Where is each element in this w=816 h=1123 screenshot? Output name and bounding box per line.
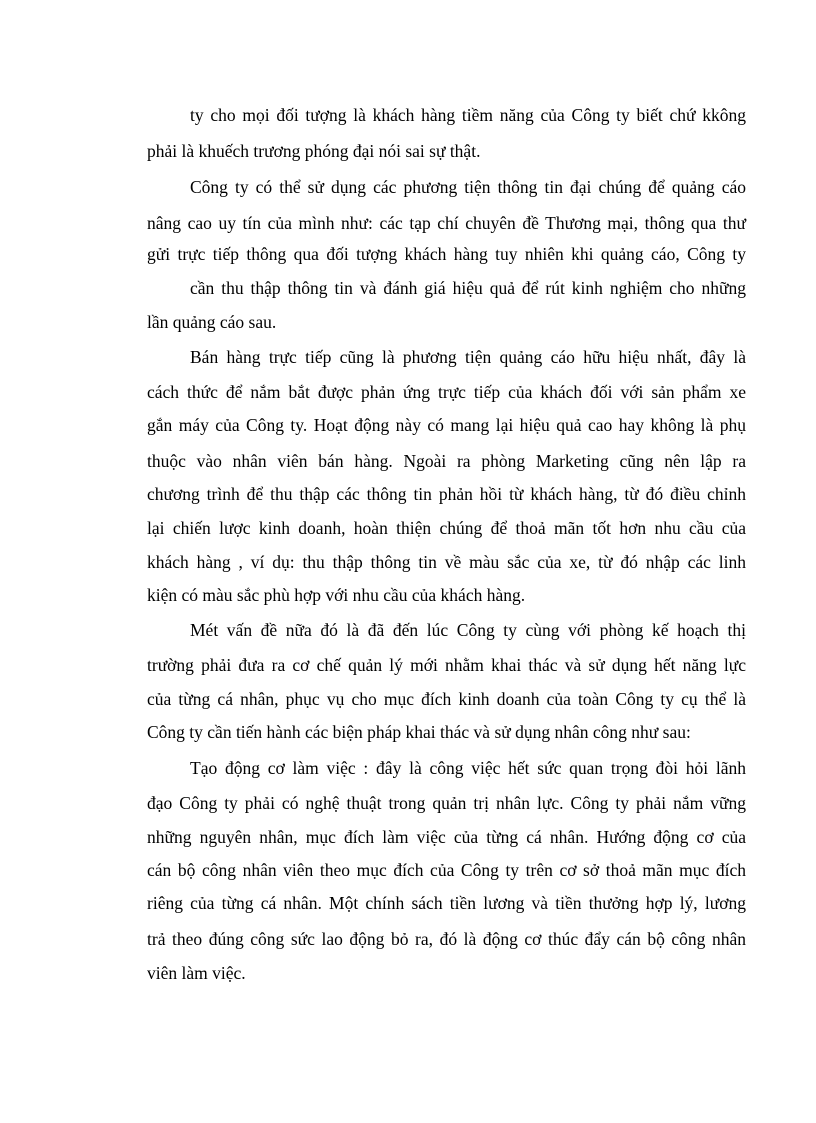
text-line: gắn máy của Công ty. Hoạt động này có mang lại hiệu quả cao hay không là phụ bbox=[147, 415, 746, 435]
text-line: chương trình để thu thập các thông tin phản hồi từ khách hàng, từ đó điều chỉnh bbox=[147, 484, 746, 504]
text-line: cán bộ công nhân viên theo mục đích của Công ty trên cơ sở thoả mãn mục đích bbox=[147, 860, 746, 880]
text-line: phải là khuếch trương phóng đại nói sai sự thật. bbox=[147, 141, 481, 161]
text-line: cần thu thập thông tin và đánh giá hiệu quả để rút kinh nghiệm cho những bbox=[190, 278, 746, 298]
text-line: khách hàng , ví dụ: thu thập thông tin về màu sắc của xe, từ đó nhập các linh bbox=[147, 552, 746, 572]
text-line: Công ty cần tiến hành các biện pháp khai thác và sử dụng nhân công như sau: bbox=[147, 722, 691, 742]
text-line: trường phải đưa ra cơ chế quản lý mới nhằm khai thác và sử dụng hết năng lực bbox=[147, 655, 746, 675]
text-line: riêng của từng cá nhân. Một chính sách tiền lương và tiền thưởng hợp lý, lương bbox=[147, 893, 746, 913]
text-line: gửi trực tiếp thông qua đối tượng khách hàng tuy nhiên khi quảng cáo, Công ty bbox=[147, 244, 746, 264]
text-line: ty cho mọi đối tượng là khách hàng tiềm năng của Công ty biết chứ kkông bbox=[190, 105, 746, 125]
text-line: Bán hàng trực tiếp cũng là phương tiện quảng cáo hữu hiệu nhất, đây là bbox=[190, 347, 746, 367]
text-line: trả theo đúng công sức lao động bỏ ra, đó là động cơ thúc đẩy cán bộ công nhân bbox=[147, 929, 746, 949]
text-line: lại chiến lược kinh doanh, hoàn thiện chúng để thoả mãn tốt hơn nhu cầu của bbox=[147, 518, 746, 538]
text-line: thuộc vào nhân viên bán hàng. Ngoài ra phòng Marketing cũng nên lập ra bbox=[147, 451, 746, 471]
text-line: lần quảng cáo sau. bbox=[147, 312, 277, 332]
text-line: cách thức để nắm bắt được phản ứng trực tiếp của khách đối với sản phẩm xe bbox=[147, 382, 746, 402]
text-line: viên làm việc. bbox=[147, 963, 246, 983]
text-line: nâng cao uy tín của mình như: các tạp chí chuyên đề Thương mại, thông qua thư bbox=[147, 213, 746, 233]
text-line: Tạo động cơ làm việc : đây là công việc hết sức quan trọng đòi hỏi lãnh bbox=[190, 758, 746, 778]
text-line: của từng cá nhân, phục vụ cho mục đích kinh doanh của toàn Công ty cụ thể là bbox=[147, 689, 746, 709]
text-line: Mét vấn đề nữa đó là đã đến lúc Công ty cùng với phòng kế hoạch thị bbox=[190, 620, 746, 640]
text-line: những nguyên nhân, mục đích làm việc của từng cá nhân. Hướng động cơ của bbox=[147, 827, 746, 847]
text-line: Công ty có thể sử dụng các phương tiện thông tin đại chúng để quảng cáo bbox=[190, 177, 746, 197]
text-line: đạo Công ty phải có nghệ thuật trong quản trị nhân lực. Công ty phải nắm vững bbox=[147, 793, 746, 813]
text-line: kiện có màu sắc phù hợp với nhu cầu của khách hàng. bbox=[147, 585, 526, 605]
